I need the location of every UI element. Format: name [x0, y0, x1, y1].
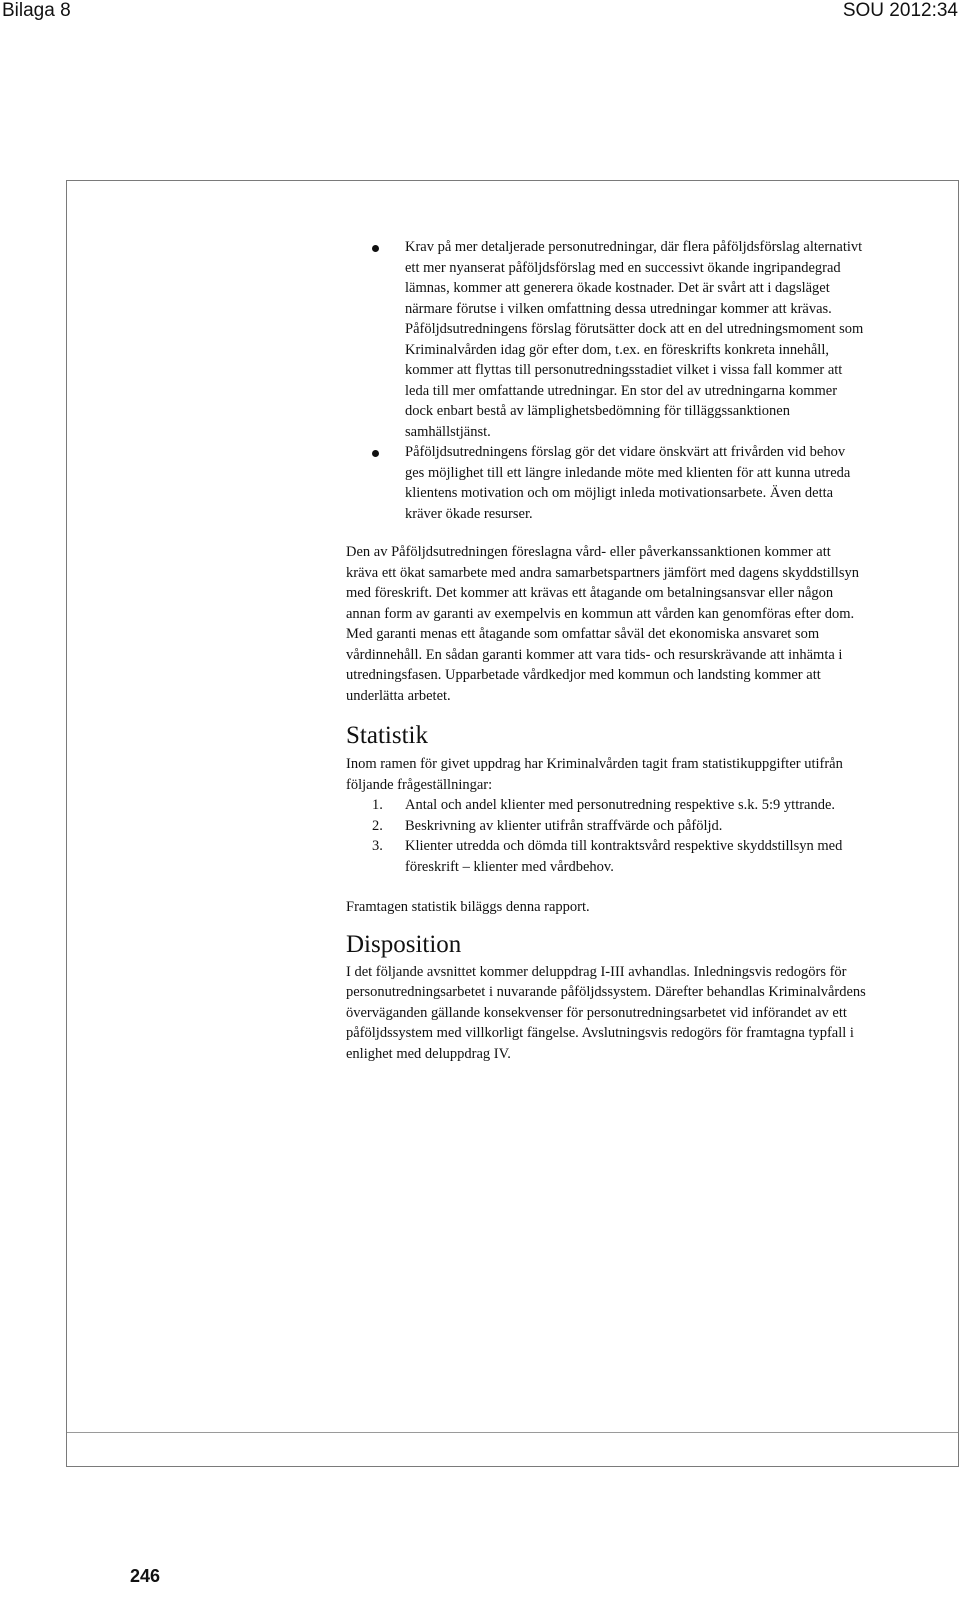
- section-heading-statistik: Statistik: [346, 722, 428, 749]
- list-item: [346, 836, 866, 877]
- statistik-closing: Framtagen statistik biläggs denna rapport.: [346, 899, 590, 915]
- list-item: [346, 816, 866, 837]
- bullet-text: Påföljdsutredningens förslag gör det vidare önskvärt att frivården vid behov ges möjlighet till ett längre inledande möte med klienten för att kunna utreda klientens motivation och om möjligt inleda motivationsarbete. Även detta kräver ökade resurser.: [405, 444, 851, 522]
- numbered-list: [346, 795, 866, 877]
- list-item: [346, 795, 866, 816]
- section-heading-disposition: Disposition: [346, 930, 462, 958]
- running-header: [0, 0, 960, 26]
- bullet-list: [346, 237, 866, 524]
- list-item-text: Antal och andel klienter med personutredning respektive s.k. 5:9 yttrande.: [405, 797, 836, 813]
- list-number: 3.: [372, 838, 383, 854]
- document-body: [346, 237, 866, 1064]
- header-appendix-label: Bilaga 8: [2, 0, 71, 21]
- body-paragraph: Den av Påföljdsutredningen föreslagna vård- eller påverkanssanktionen kommer att kräva ett ökat samarbete med andra samarbetspartners jämfört med dagens skyddstillsyn med föreskrift. Det kommer att krävas ett åtagande om betalningsansvar eller någon annan form av garanti av exempelvis en kommun att vården kan genomföras efter dom. Med garanti menas ett åtagande som omfattar såväl det ekonomiska ansvaret som vårdinnehåll. En sådan garanti kommer att vara tids- och resurskrävande att inhämta i utredningsfasen. Upparbetade vårdkedjor med kommun och landsting kommer att underlätta arbetet.: [346, 544, 859, 704]
- frame-footer-divider: [67, 1432, 958, 1433]
- statistik-intro: Inom ramen för givet uppdrag har Kriminalvården tagit fram statistikuppgifter utifrån följande frågeställningar:: [346, 756, 843, 793]
- header-report-id: SOU 2012:34: [842, 0, 958, 21]
- page-number: 246: [130, 1566, 161, 1586]
- bullet-icon: [372, 245, 379, 252]
- disposition-text: I det följande avsnittet kommer deluppdrag I-III avhandlas. Inledningsvis redogörs för personutredningsarbetet i nuvarande påföljdssystem. Därefter behandlas Kriminalvårdens överväganden gällande konsekvenser för personutredningsarbetet vid införandet av ett påföljdssystem med villkorligt fängelse. Avslutningsvis redogörs för framtagna typfall i enlighet med deluppdrag IV.: [346, 963, 866, 1062]
- bullet-text: Krav på mer detaljerade personutredningar, där flera påföljdsförslag alternativt ett mer nyanserat påföljdsförslag med en successivt ökande ingripandegrad lämnas, kommer att generera ökade kostnader. Det är svårt att i dagsläget närmare förutse i vilken omfattning dessa utredningar kommer att krävas. Påföljdsutredningens förslag förutsätter dock att en del utredningsmoment som Kriminalvården idag gör efter dom, t.ex. en föreskrifts konkreta innehåll, kommer att flyttas till personutredningsstadiet vilket i vissa fall kommer att leda till mer omfattande utredningar. En stor del av utredningarna kommer dock enbart bestå av lämplighetsbedömning för tilläggssanktionen samhällstjänst.: [405, 239, 864, 440]
- bullet-item: [346, 442, 866, 524]
- bullet-item: [346, 237, 866, 442]
- list-number: 1.: [372, 797, 383, 813]
- list-item-text: Klienter utredda och dömda till kontraktsvård respektive skyddstillsyn med föreskrift – klienter med vårdbehov.: [405, 838, 843, 875]
- bullet-icon: [372, 450, 379, 457]
- list-item-text: Beskrivning av klienter utifrån straffvärde och påföljd.: [405, 817, 723, 834]
- list-number: 2.: [372, 817, 383, 834]
